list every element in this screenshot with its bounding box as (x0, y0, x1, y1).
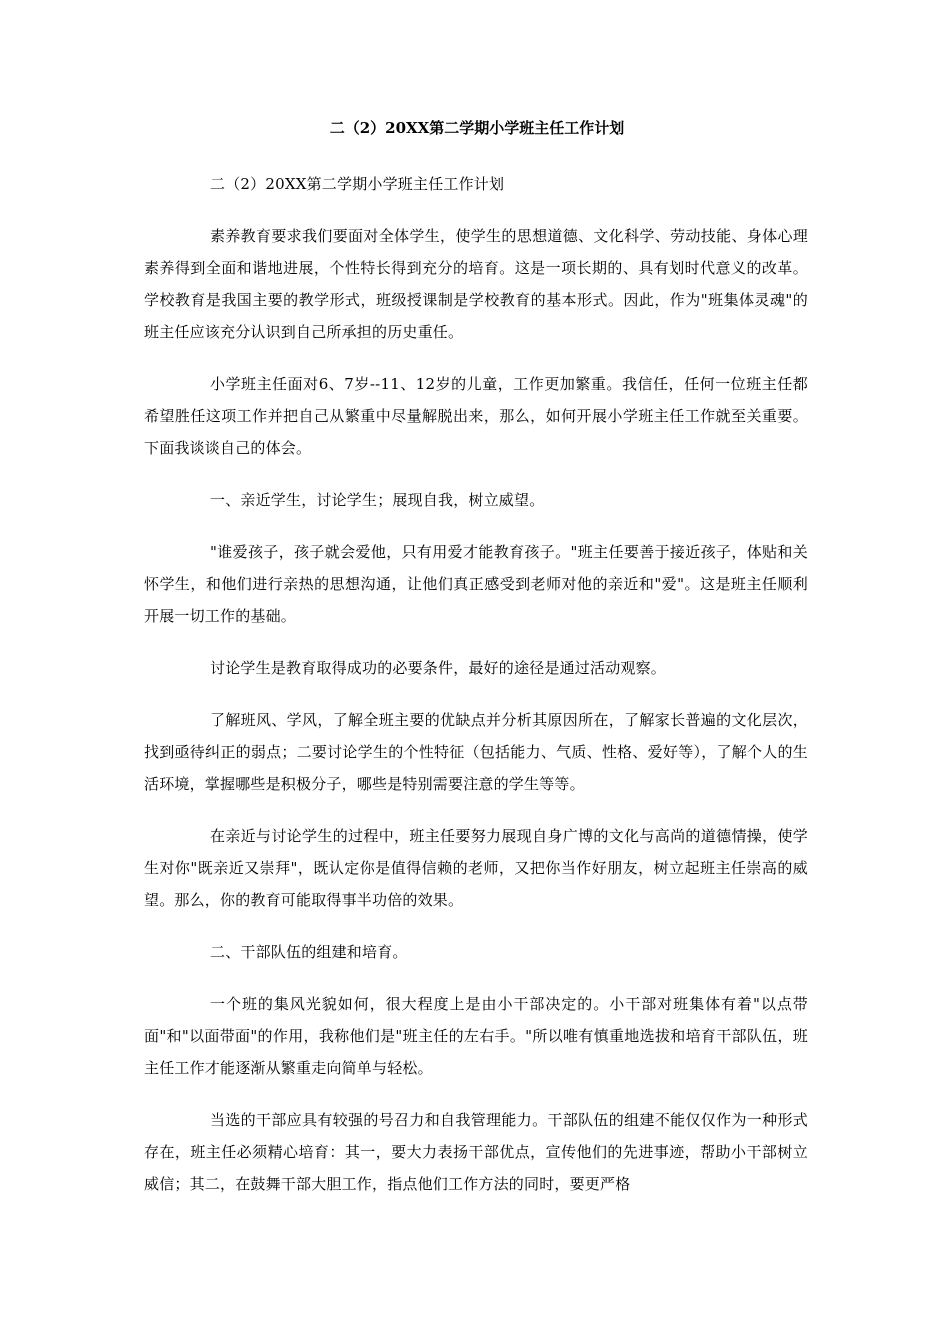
paragraph-understand: 了解班风、学风，了解全班主要的优缺点并分析其原因所在，了解家长普遍的文化层次，找到亟待纠正的弱点；二要讨论学生的个性特征（包括能力、气质、性格、爱好等），了解个人的生活环境，掌握哪些是积极分子，哪些是特别需要注意的学生等等。 (144, 711, 808, 793)
section-heading-2: 二、干部队伍的组建和培育。 (210, 943, 408, 961)
paragraph-subtitle: 二（2）20XX第二学期小学班主任工作计划 (210, 175, 505, 193)
document-page (144, 116, 808, 1220)
paragraph-context: 小学班主任面对6、7岁--11、12岁的儿童，工作更加繁重。我信任，任何一位班主任都希望胜任这项工作并把自己从繁重中尽量解脱出来，那么，如何开展小学班主任工作就至关重要。下面我谈谈自己的体会。 (144, 375, 808, 457)
paragraph-prestige: 在亲近与讨论学生的过程中，班主任要努力展现自身广博的文化与高尚的道德情操，使学生对你"既亲近又崇拜"，既认定你是值得信赖的老师，又把你当作好朋友，树立起班主任崇高的威望。那么，你的教育可能取得事半功倍的效果。 (144, 827, 808, 909)
paragraph-cadres: 一个班的集风光貌如何，很大程度上是由小干部决定的。小干部对班集体有着"以点带面"和"以面带面"的作用，我称他们是"班主任的左右手。"所以唯有慎重地选拔和培育干部队伍，班主任工作才能逐渐从繁重走向简单与轻松。 (144, 995, 808, 1077)
document-title: 二（2）20XX第二学期小学班主任工作计划 (329, 119, 625, 137)
paragraph-love: "谁爱孩子，孩子就会爱他，只有用爱才能教育孩子。"班主任要善于接近孩子，体贴和关怀学生，和他们进行亲热的思想沟通，让他们真正感受到老师对他的亲近和"爱"。这是班主任顺利开展一切工作的基础。 (144, 543, 808, 625)
section-heading-1: 一、亲近学生，讨论学生；展现自我，树立威望。 (210, 491, 545, 509)
paragraph-intro: 素养教育要求我们要面对全体学生，使学生的思想道德、文化科学、劳动技能、身体心理素养得到全面和谐地进展，个性特长得到充分的培育。这是一项长期的、具有划时代意义的改革。学校教育是我国主要的教学形式，班级授课制是学校教育的基本形式。因此，作为"班集体灵魂"的班主任应该充分认识到自己所承担的历史重任。 (144, 227, 808, 341)
paragraph-training: 当选的干部应具有较强的号召力和自我管理能力。干部队伍的组建不能仅仅作为一种形式存在，班主任必须精心培育：其一，要大力表扬干部优点，宣传他们的先进事迹，帮助小干部树立威信；其二，在鼓舞干部大胆工作，指点他们工作方法的同时，要更严格 (144, 1111, 808, 1193)
paragraph-research: 讨论学生是教育取得成功的必要条件，最好的途径是通过活动观察。 (210, 659, 667, 677)
